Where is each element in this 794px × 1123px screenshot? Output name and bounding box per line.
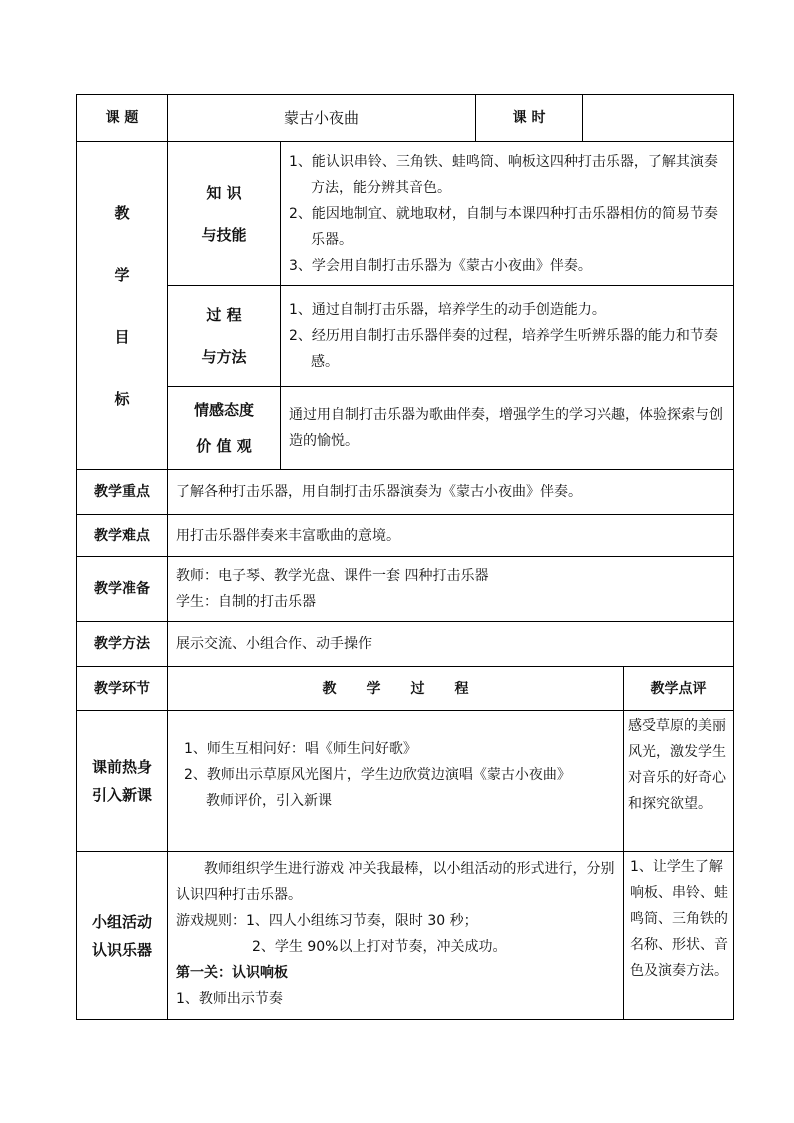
stage1-line: 1、师生互相问好：唱《师生问好歌》 — [184, 741, 417, 757]
knowledge-item: 3、学会用自制打击乐器为《蒙古小夜曲》伴奏。 — [289, 257, 592, 274]
stage-header-label: 教学环节 — [77, 667, 168, 711]
stage1-label-line1: 课前热身 — [91, 758, 152, 776]
emotion-label-line1: 情感态度 — [193, 401, 254, 419]
stage2-row — [77, 852, 734, 1020]
process-header-label — [168, 667, 624, 711]
stage1-comment: 感受草原的美丽风光，激发学生对音乐的好奇心和探究欲望。 — [624, 711, 734, 852]
method-label: 教学方法 — [77, 622, 168, 667]
stage1-row — [77, 711, 734, 852]
stage2-content — [168, 852, 624, 1020]
stage2-label-line1: 小组活动 — [91, 912, 152, 931]
hours-label: 课 时 — [476, 95, 583, 142]
preparation-student: 学生：自制的打击乐器 — [176, 594, 316, 610]
comment-header-label: 教学点评 — [624, 667, 734, 711]
emotion-label-line2: 价 值 观 — [196, 437, 252, 455]
process-header-row — [77, 667, 734, 711]
knowledge-content — [281, 142, 734, 286]
key-point-row — [77, 470, 734, 515]
key-point-label: 教学重点 — [77, 470, 168, 515]
knowledge-label-line1: 知 识 — [206, 183, 242, 202]
objectives-label-char: 教 — [114, 203, 130, 222]
method-row — [77, 622, 734, 667]
stage1-line: 2、教师出示草原风光图片，学生边欣赏边演唱《蒙古小夜曲》 — [184, 767, 571, 783]
stage2-label-line2: 认识乐器 — [91, 940, 152, 959]
emotion-label — [168, 387, 281, 470]
hours-value — [583, 95, 734, 142]
process-header-char: 程 — [454, 680, 469, 697]
difficulty-label: 教学难点 — [77, 515, 168, 557]
difficulty-row — [77, 515, 734, 557]
knowledge-label-line2: 与技能 — [201, 225, 247, 244]
objectives-label — [77, 142, 168, 470]
objectives-emotion-row — [77, 387, 734, 470]
emotion-content — [281, 387, 734, 470]
process-item: 2、经历用自制打击乐器伴奏的过程，培养学生听辨乐器的能力和节奏感。 — [289, 328, 718, 370]
process-label-line1: 过 程 — [206, 306, 242, 324]
objectives-label-char: 目 — [114, 327, 130, 346]
process-label-line2: 与方法 — [201, 348, 247, 366]
stage2-rule2: 2、学生 90%以上打对节奏，冲关成功。 — [252, 939, 507, 955]
stage1-line: 教师评价，引入新课 — [206, 793, 332, 809]
process-header-char: 教 — [322, 680, 337, 697]
difficulty-text: 用打击乐器伴奏来丰富歌曲的意境。 — [168, 515, 734, 557]
process-label — [168, 286, 281, 387]
stage2-rule1: 游戏规则：1、四人小组练习节奏，限时 30 秒； — [176, 913, 478, 929]
topic-label: 课 题 — [77, 95, 168, 142]
lesson-plan-table — [76, 94, 734, 1020]
knowledge-item: 1、能认识串铃、三角铁、蛙鸣筒、响板这四种打击乐器，了解其演奏方法，能分辨其音色。 — [289, 153, 718, 196]
process-content — [281, 286, 734, 387]
objectives-label-char: 学 — [114, 265, 130, 284]
stage2-label — [77, 852, 168, 1020]
emotion-text: 通过用自制打击乐器为歌曲伴奏，增强学生的学习兴趣，体验探索与创造的愉悦。 — [289, 407, 723, 449]
preparation-label: 教学准备 — [77, 557, 168, 622]
stage2-comment: 1、让学生了解响板、串铃、蛙鸣筒、三角铁的名称、形状、音色及演奏方法。 — [624, 852, 734, 1020]
preparation-content — [168, 557, 734, 622]
key-point-text: 了解各种打击乐器，用自制打击乐器演奏为《蒙古小夜曲》伴奏。 — [168, 470, 734, 515]
knowledge-item: 2、能因地制宜、就地取材，自制与本课四种打击乐器相仿的简易节奏乐器。 — [289, 205, 718, 248]
knowledge-label — [168, 142, 281, 286]
stage2-intro: 教师组织学生进行游戏 冲关我最棒，以小组活动的形式进行，分别认识四种打击乐器。 — [176, 861, 615, 903]
method-text: 展示交流、小组合作、动手操作 — [168, 622, 734, 667]
objectives-knowledge-row — [77, 142, 734, 286]
process-item: 1、通过自制打击乐器，培养学生的动手创造能力。 — [289, 302, 606, 318]
stage2-step1: 1、教师出示节奏 — [176, 991, 283, 1007]
objectives-process-row — [77, 286, 734, 387]
objectives-label-char: 标 — [114, 389, 130, 408]
topic-value: 蒙古小夜曲 — [168, 95, 476, 142]
preparation-row — [77, 557, 734, 622]
stage2-level1-heading: 第一关：认识响板 — [176, 965, 288, 981]
process-header-char: 过 — [410, 680, 425, 697]
stage1-content — [168, 711, 624, 852]
topic-row — [77, 95, 734, 142]
stage1-label — [77, 711, 168, 852]
process-header-char: 学 — [366, 680, 381, 697]
preparation-teacher: 教师：电子琴、教学光盘、课件一套 四种打击乐器 — [176, 568, 489, 584]
stage1-label-line2: 引入新课 — [91, 786, 152, 804]
